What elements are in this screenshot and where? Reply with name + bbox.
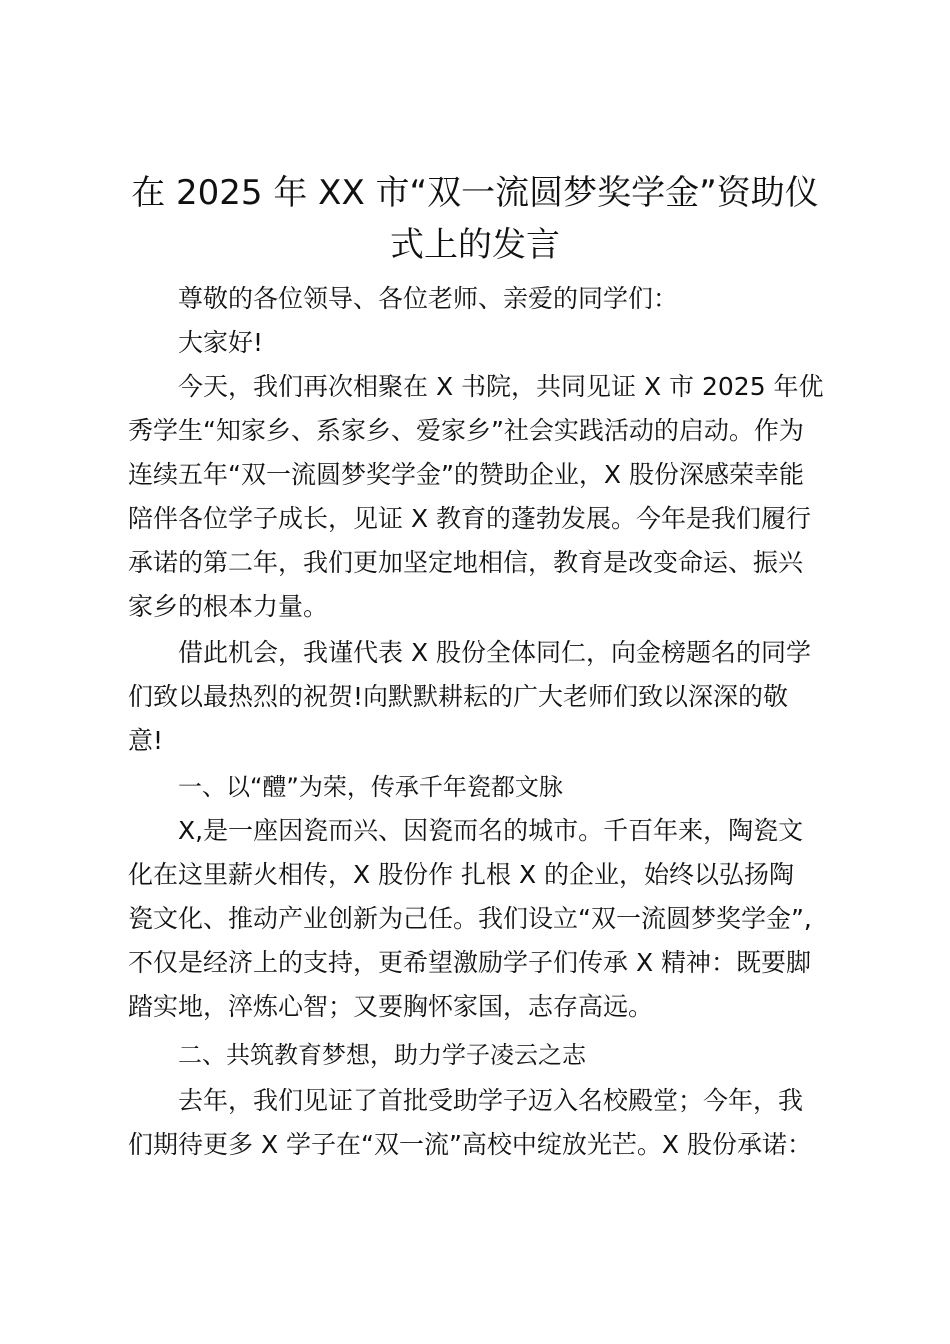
- paragraph-1-line-1: 今天，我们再次相聚在 X 书院，共同见证 X 市 2025 年优: [178, 372, 824, 401]
- paragraph-1-line-6: 家乡的根本力量。: [128, 592, 329, 621]
- document-title-line-2: 式上的发言: [390, 225, 560, 265]
- paragraph-1-line-4: 陪伴各位学子成长，见证 X 教育的蓬勃发展。今年是我们履行: [128, 504, 812, 533]
- paragraph-1-line-5: 承诺的第二年，我们更加坚定地相信，教育是改变命运、振兴: [128, 548, 804, 577]
- paragraph-4-line-2: 们期待更多 X 学子在“双一流”高校中绽放光芒。X 股份承诺：: [128, 1130, 812, 1159]
- paragraph-3-line-1: X,是一座因瓷而兴、因瓷而名的城市。千百年来，陶瓷文: [178, 816, 804, 845]
- section-heading-2: 二、共筑教育梦想，助力学子凌云之志: [178, 1041, 586, 1069]
- section-heading-1: 一、以“醴”为荣，传承千年瓷都文脉: [178, 773, 563, 801]
- paragraph-3-line-2: 化在这里薪火相传，X 股份作 扎根 X 的企业，始终以弘扬陶: [128, 860, 795, 889]
- paragraph-1-line-3: 连续五年“双一流圆梦奖学金”的赞助企业，X 股份深感荣幸能: [128, 460, 804, 489]
- paragraph-4-line-1: 去年，我们见证了首批受助学子迈入名校殿堂；今年，我: [178, 1086, 804, 1115]
- greeting: 大家好!: [178, 328, 264, 357]
- paragraph-1-line-2: 秀学生“知家乡、系家乡、爱家乡”社会实践活动的启动。作为: [128, 416, 804, 445]
- paragraph-2-line-1: 借此机会，我谨代表 X 股份全体同仁，向金榜题名的同学: [178, 638, 812, 667]
- document-title-line-1: 在 2025 年 XX 市“双一流圆梦奖学金”资助仪: [131, 173, 819, 213]
- paragraph-3-line-4: 不仅是经济上的支持，更希望激励学子们传承 X 精神：既要脚: [128, 948, 812, 977]
- salutation: 尊敬的各位领导、各位老师、亲爱的同学们：: [178, 284, 679, 313]
- paragraph-3-line-3: 瓷文化、推动产业创新为己任。我们设立“双一流圆梦奖学金”,: [128, 904, 812, 933]
- paragraph-2-line-2: 们致以最热烈的祝贺!向默默耕耘的广大老师们致以深深的敬: [128, 682, 789, 711]
- paragraph-2-line-3: 意!: [128, 726, 164, 755]
- paragraph-3-line-5: 踏实地，淬炼心智；又要胸怀家国，志存高远。: [128, 992, 654, 1021]
